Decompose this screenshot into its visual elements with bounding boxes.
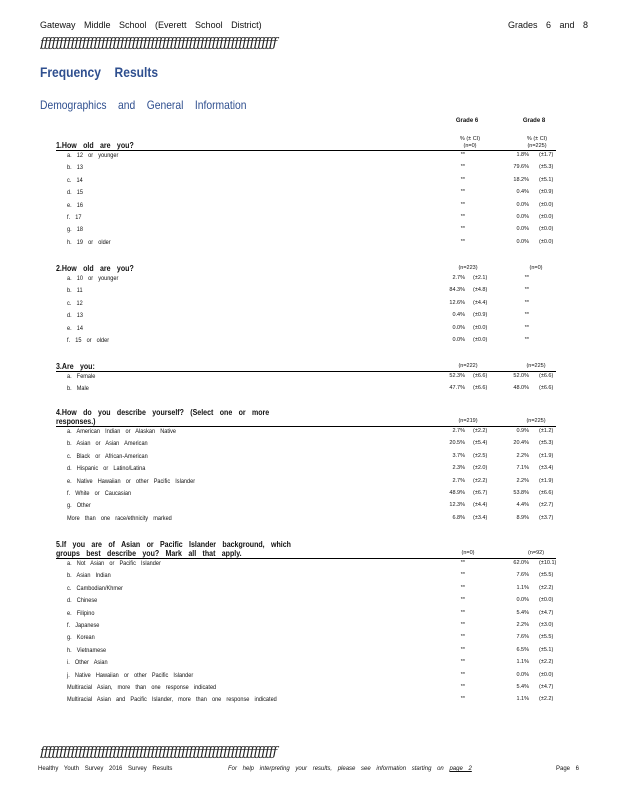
grade8-ci: (±1.2) [539,428,554,434]
grade6-value: ** [460,152,465,158]
top-rule: ƒƒƒƒƒƒƒƒƒƒƒƒƒƒƒƒƒƒƒƒƒƒƒƒƒƒƒƒƒƒƒƒƒƒƒƒƒƒƒƒƒƒƒƒƒƒƒƒƒƒƒƒƒƒƒƒƒƒƒƒƒƒ [40,36,277,51]
footer-page-link[interactable]: page 2 [449,766,472,772]
option-label: e. Filipino [67,609,95,617]
question-text: 2.How old are you? [56,264,134,273]
option-label: Multiracial Asian, more than one response indicated [67,684,217,691]
bottom-rule: ƒƒƒƒƒƒƒƒƒƒƒƒƒƒƒƒƒƒƒƒƒƒƒƒƒƒƒƒƒƒƒƒƒƒƒƒƒƒƒƒƒƒƒƒƒƒƒƒƒƒƒƒƒƒƒƒƒƒƒƒƒƒ [40,745,277,760]
grade8-value: ** [524,324,529,331]
n-grade6: (n=219) [458,418,478,424]
grade8-value: 20.4% [513,440,529,447]
grade8-value: 48.0% [513,385,529,392]
grade8-ci: (±5.3) [539,440,554,447]
grade8-ci: (±4.7) [539,609,554,616]
question-text: 5.If you are of Asian or Pacific Islander background, which [56,540,291,549]
grade6-value: 84.3% [449,287,465,294]
grade8-header: Grade 8 [522,118,546,124]
question-text: responses.) [56,417,96,426]
option-label: a. American Indian or Alaskan Native [67,428,177,435]
grade6-value: ** [460,622,465,628]
grade8-ci: (±5.3) [539,164,554,171]
option-label: a. 10 or younger [67,275,119,282]
grade6-value: ** [460,659,465,666]
grade8-ci: (±6.6) [539,490,554,496]
footer-survey: Healthy Youth Survey 2016 Survey Results [38,766,173,772]
grade6-value: ** [460,189,465,196]
grade6-ci: (±5.4) [473,440,488,447]
grade8-value: 7.6% [516,634,529,641]
grade6-value: 47.7% [449,385,465,392]
option-label: d. 13 [67,312,83,320]
pct-ci-label: % (± CI) [526,136,548,142]
option-label: a. Not Asian or Pacific Islander [67,560,161,567]
grade6-ci: (±6.6) [473,385,488,392]
grade8-ci: (±4.7) [539,684,554,690]
grade6-value: 48.9% [449,490,465,496]
option-label: c. Black or African-American [67,452,148,460]
grade8-value: 0.4% [516,189,529,196]
grade6-ci: (±4.4) [473,299,488,306]
grade8-value: 18.2% [513,176,529,183]
grade6-ci: (±4.8) [473,287,488,294]
grade6-value: ** [460,597,465,604]
n-grade8: (n=225) [527,143,547,149]
section-title: Demographics and General Information [40,98,247,112]
grade8-value: 2.2% [516,477,529,484]
grade6-value: ** [460,634,465,641]
pct-ci-label: % (± CI) [459,136,481,142]
question-underline [56,371,556,372]
grade6-value: 3.7% [452,452,465,459]
grade6-value: 2.3% [452,465,465,472]
grade8-value: 2.2% [516,622,529,628]
question-underline [56,426,556,427]
n-grade6: (n=0) [461,550,475,556]
question-text: 3.Are you: [56,362,95,371]
grade8-value: 0.0% [516,238,529,245]
n-grade6: (n=222) [458,363,478,369]
n-grade6: (n=0) [463,143,477,149]
grade6-value: ** [460,201,465,208]
option-label: a. 12 or younger [67,152,119,159]
grade8-value: ** [524,287,529,294]
grade8-ci: (±0.0) [539,201,554,208]
grade8-value: 1.1% [516,696,529,703]
option-label: More than one race/ethnicity marked [67,514,172,522]
grade8-ci: (±3.7) [539,514,554,521]
option-label: e. 16 [67,201,83,209]
grade8-value: 7.1% [516,465,529,472]
grade6-ci: (±2.2) [473,477,488,484]
option-label: b. Asian or Asian American [67,440,148,448]
grade8-ci: (±2.7) [539,502,554,509]
grade8-value: 1.1% [516,659,529,666]
grade8-value: 0.0% [516,214,529,220]
grade6-value: ** [460,696,465,703]
option-label: b. 11 [67,287,83,295]
grade8-value: 52.0% [513,373,529,379]
grade6-ci: (±6.6) [473,373,488,379]
grade6-value: 2.7% [452,477,465,484]
grade8-ci: (±3.0) [539,622,554,628]
grade6-value: ** [460,572,465,579]
grade8-value: ** [524,337,529,343]
grade8-ci: (±0.0) [539,671,554,678]
question-text: 1.How old are you? [56,141,134,150]
grade8-ci: (±1.9) [539,452,554,459]
grade6-value: ** [460,238,465,245]
grade6-value: ** [460,176,465,183]
grade6-value: ** [460,560,465,566]
grade6-ci: (±2.5) [473,452,488,459]
grade8-ci: (±5.1) [539,646,554,653]
option-label: g. 18 [67,226,83,234]
option-label: g. Other [67,502,91,510]
grade8-value: 7.6% [516,572,529,579]
n-grade6: (n=223) [458,265,478,271]
grade8-ci: (±6.6) [539,385,554,392]
option-label: f. Japanese [67,622,100,629]
grade8-value: ** [524,312,529,319]
grade6-ci: (±0.9) [473,312,488,319]
school-name: Gateway Middle School (Everett School District) [40,20,262,30]
grade8-ci: (±0.0) [539,226,554,233]
grade8-value: 0.9% [516,428,529,434]
grade8-value: 0.0% [516,597,529,604]
grade6-ci: (±0.0) [473,337,488,343]
grade6-value: ** [460,684,465,690]
grade8-ci: (±0.0) [539,597,554,604]
grade6-value: 2.7% [452,428,465,434]
grade8-value: 53.8% [513,490,529,496]
option-label: b. Asian Indian [67,572,111,580]
grade6-ci: (±0.0) [473,324,488,331]
grade8-value: 5.4% [516,609,529,616]
question-underline [56,150,556,151]
grade6-ci: (±4.4) [473,502,488,509]
option-label: j. Native Hawaiian or other Pacific Islander [67,671,194,679]
grade6-value: 12.6% [449,299,465,306]
grade8-ci: (±6.6) [539,373,554,379]
grade6-header: Grade 6 [455,118,479,124]
grade8-ci: (±3.4) [539,465,554,472]
grade6-value: 0.4% [452,312,465,319]
grade6-value: ** [460,584,465,591]
option-label: e. Native Hawaiian or other Pacific Islander [67,477,196,485]
grade8-ci: (±0.0) [539,238,554,245]
grade6-value: ** [460,164,465,171]
n-grade8: (n=0) [529,265,543,271]
grade8-value: 8.9% [516,514,529,521]
option-label: e. 14 [67,324,83,332]
option-label: d. Chinese [67,597,98,605]
grade8-ci: (±5.5) [539,572,554,579]
grade8-value: 6.5% [516,646,529,653]
grade8-value: 1.1% [516,584,529,591]
n-grade8: (n=92) [527,550,545,556]
grade6-value: 2.7% [452,275,465,281]
grade8-ci: (±2.2) [539,584,554,591]
option-label: g. Korean [67,634,95,642]
option-label: h. 19 or older [67,238,111,246]
grade8-ci: (±1.9) [539,477,554,484]
option-label: b. 13 [67,164,83,172]
option-label: Multiracial Asian and Pacific Islander, more than one response indicated [67,696,277,704]
grade8-ci: (±10.1) [539,560,557,566]
grade6-value: ** [460,214,465,220]
grade8-value: ** [524,275,529,281]
grade8-value: 0.0% [516,671,529,678]
option-label: c. 12 [67,299,83,307]
grade6-ci: (±6.7) [473,490,488,496]
grade6-ci: (±2.2) [473,428,488,434]
option-label: h. Vietnamese [67,646,107,654]
grade6-value: 0.0% [452,337,465,343]
grades-label: Grades 6 and 8 [508,20,589,30]
grade6-value: 52.3% [449,373,465,379]
grade6-ci: (±2.0) [473,465,488,472]
grade6-value: ** [460,646,465,653]
grade8-ci: (±2.2) [539,659,554,666]
grade8-ci: (±2.2) [539,696,554,703]
question-underline [56,558,556,559]
grade6-value: 20.5% [449,440,465,447]
grade6-ci: (±3.4) [473,514,488,521]
grade8-value: 1.8% [516,152,529,158]
grade8-value: 5.4% [516,684,529,690]
footer-page-number: Page 6 [556,766,580,772]
grade6-value: ** [460,609,465,616]
grade8-value: 79.6% [513,164,529,171]
option-label: f. White or Caucasian [67,490,132,497]
option-label: a. Female [67,373,96,380]
grade6-ci: (±2.1) [473,275,488,281]
grade8-value: 0.0% [516,201,529,208]
grade8-ci: (±0.9) [539,189,554,196]
footer-help [228,766,472,772]
n-grade8: (n=225) [526,418,546,424]
grade6-value: 0.0% [452,324,465,331]
option-label: c. Cambodian/Khmer [67,584,123,592]
grade6-value: ** [460,226,465,233]
grade6-value: ** [460,671,465,678]
grade8-value: ** [524,299,529,306]
option-label: i. Other Asian [67,659,108,667]
grade8-value: 0.0% [516,226,529,233]
option-label: d. 15 [67,189,83,197]
grade6-value: 12.3% [449,502,465,509]
option-label: f. 15 or older [67,337,110,344]
question-text: 4.How do you describe yourself? (Select one or more [56,408,270,417]
question-text: groups best describe you? Mark all that apply. [56,549,242,558]
grade8-value: 2.2% [516,452,529,459]
option-label: b. Male [67,385,89,393]
page-title: Frequency Results [40,64,159,80]
grade6-value: 6.8% [452,514,465,521]
grade8-value: 62.0% [513,560,529,566]
option-label: f. 17 [67,214,82,221]
grade8-value: 4.4% [516,502,529,509]
n-grade8: (n=225) [526,363,546,369]
grade8-ci: (±5.5) [539,634,554,641]
grade8-ci: (±5.1) [539,176,554,183]
grade8-ci: (±0.0) [539,214,554,220]
option-label: c. 14 [67,176,83,184]
footer-help-text: For help interpreting your results, please see information starting on [228,766,444,772]
option-label: d. Hispanic or Latino/Latina [67,465,146,473]
grade8-ci: (±1.7) [539,152,554,158]
